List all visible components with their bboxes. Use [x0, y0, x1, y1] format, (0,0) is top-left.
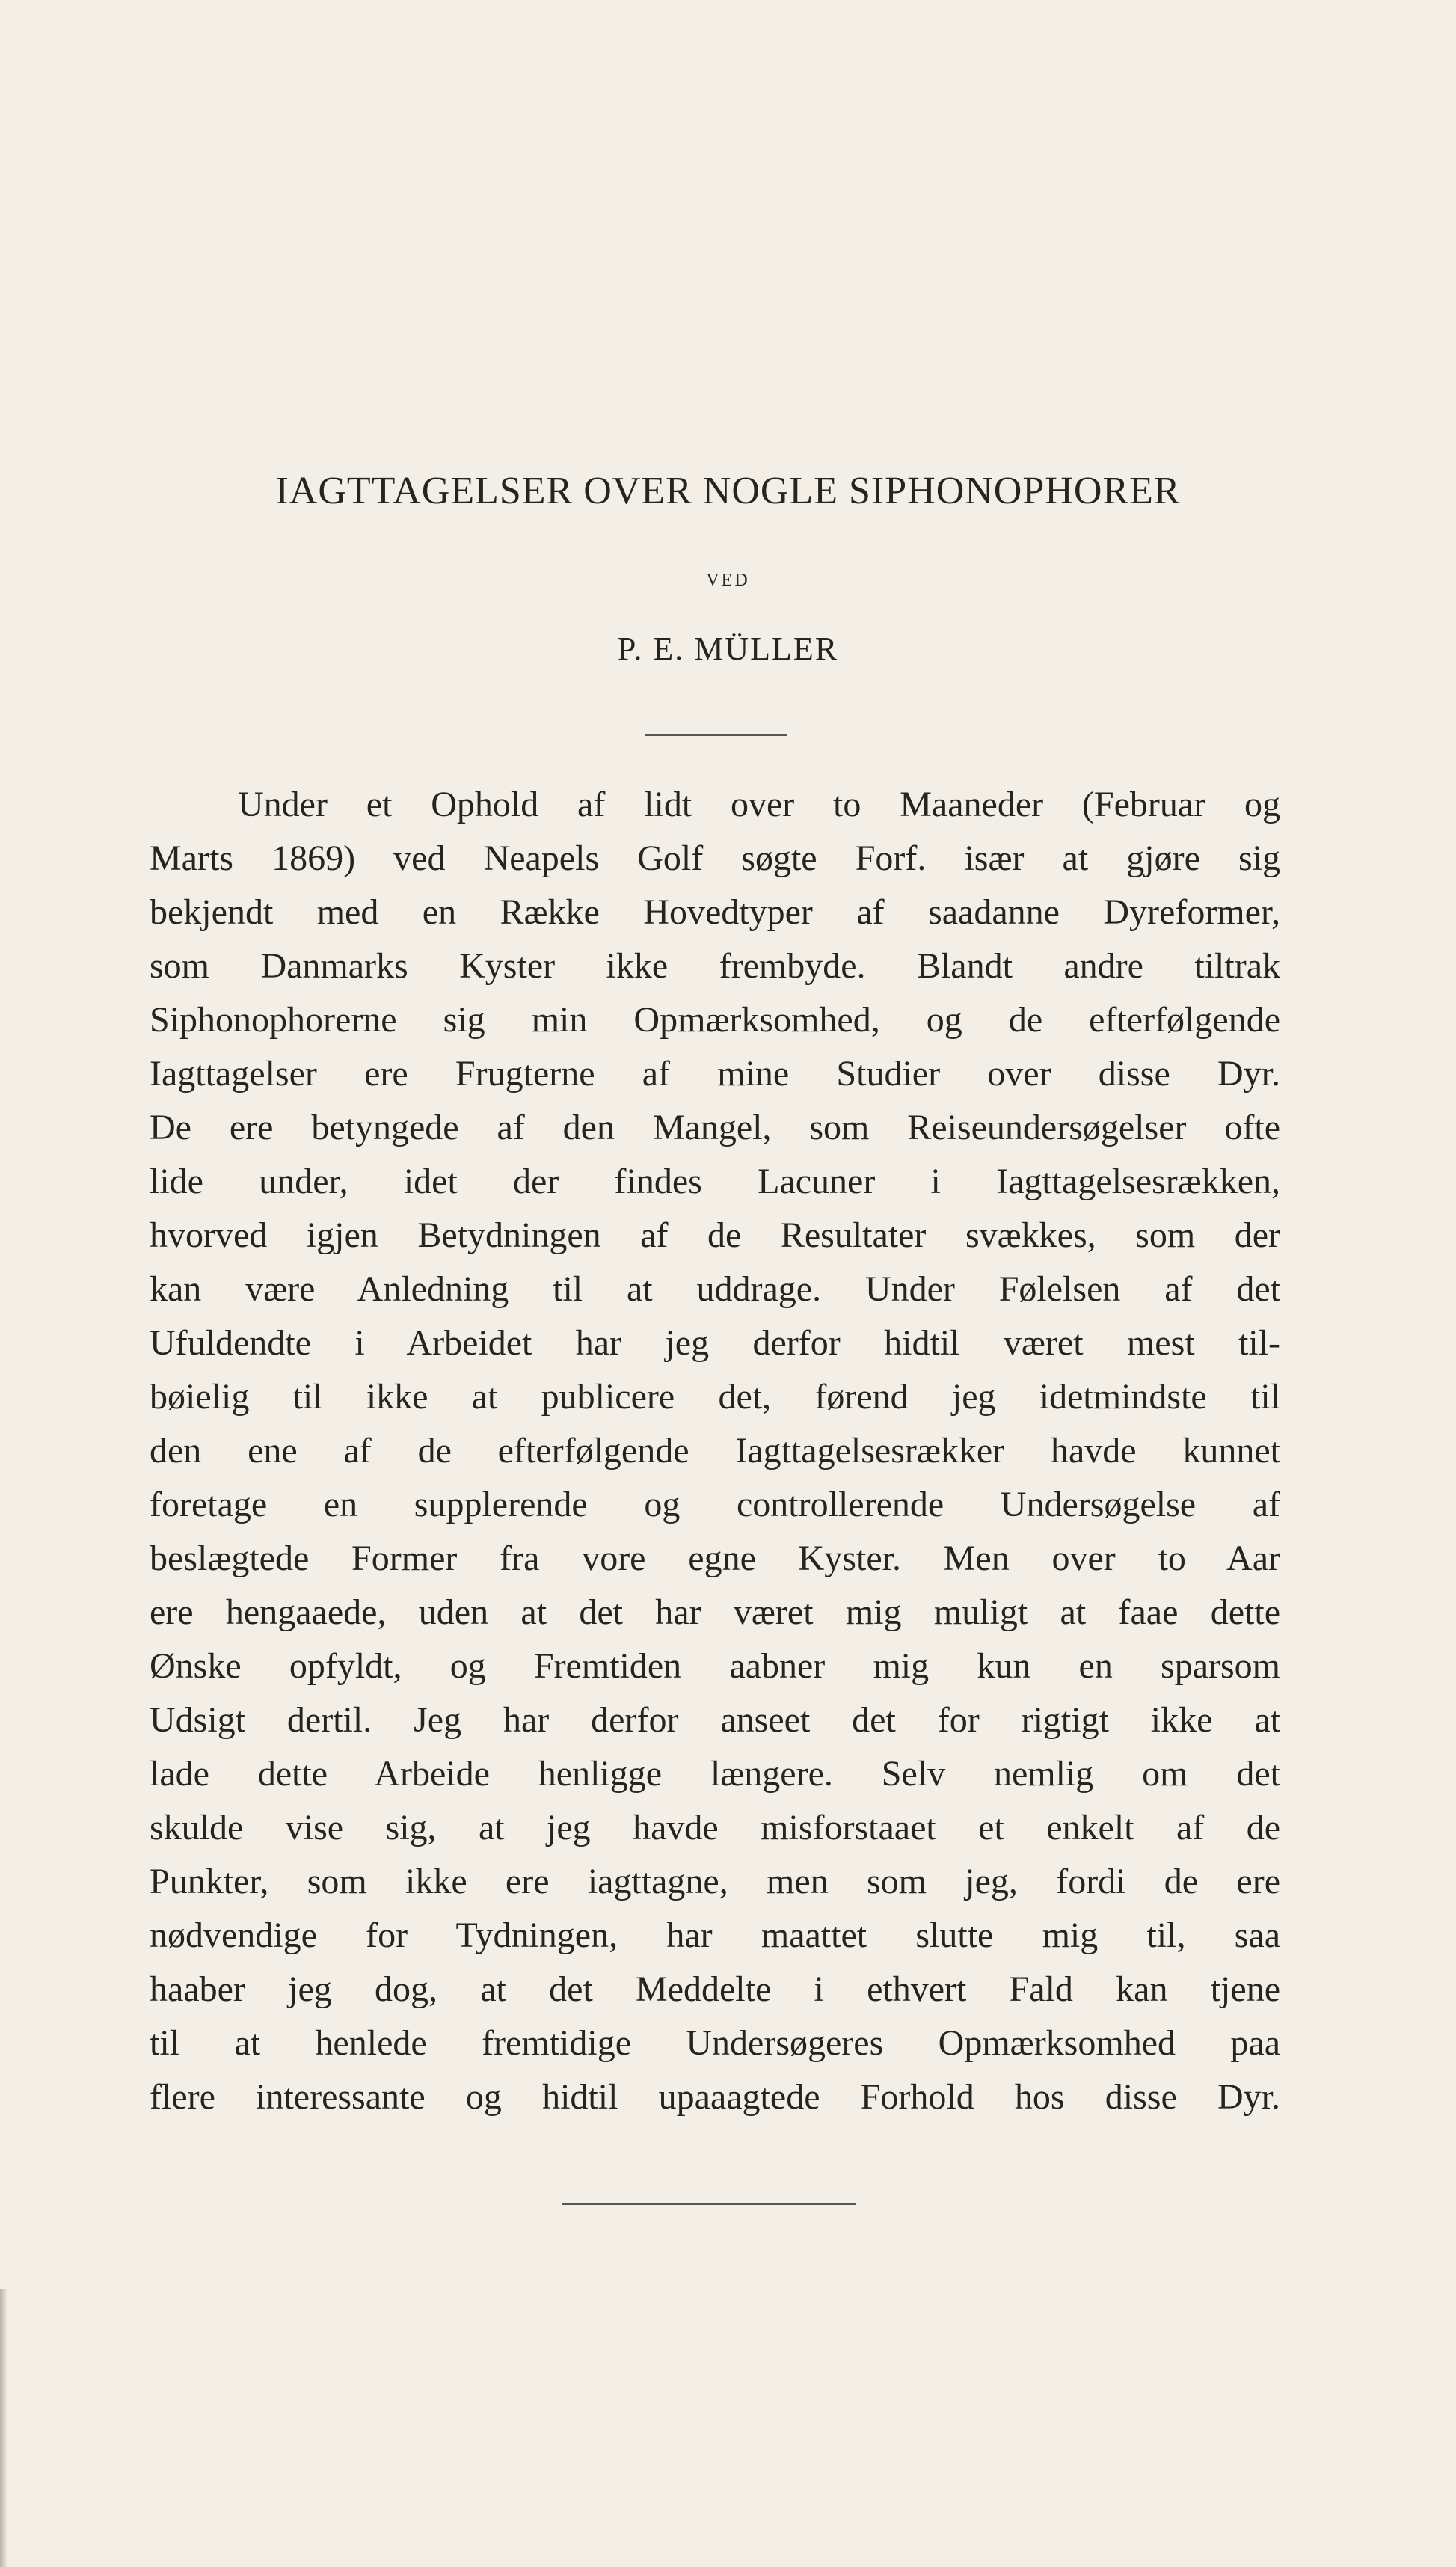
- text-line: Udsigt dertil. Jeg har derfor anseet det for rigtigt ikke at: [150, 1700, 1280, 1740]
- text-line: hvorved igjen Betydningen af de Resultater svækkes, som der: [150, 1215, 1280, 1255]
- text-line: Under et Ophold af lidt over to Maaneder (Februar og: [238, 785, 1280, 824]
- text-line: Iagttagelser ere Frugterne af mine Studier over disse Dyr.: [150, 1054, 1280, 1094]
- text-line: Punkter, som ikke ere iagttagne, men som jeg, fordi de ere: [150, 1862, 1280, 1901]
- text-line: beslægtede Former fra vore egne Kyster. Men over to Aar: [150, 1539, 1280, 1578]
- text-line: den ene af de efterfølgende Iagttagelsesrækker havde kunnet: [150, 1431, 1280, 1470]
- text-line: nødvendige for Tydningen, har maattet slutte mig til, saa: [150, 1916, 1280, 1955]
- text-line: lade dette Arbeide henligge længere. Selv nemlig om det: [150, 1754, 1280, 1794]
- text-line: bøielig til ikke at publicere det, førend jeg idetmindste til: [150, 1377, 1280, 1417]
- author-name: P. E. MÜLLER: [617, 631, 839, 667]
- text-line: haaber jeg dog, at det Meddelte i ethvert Fald kan tjene: [150, 1969, 1280, 2009]
- text-line: Marts 1869) ved Neapels Golf søgte Forf. især at gjøre sig: [150, 838, 1280, 878]
- text-line: De ere betyngede af den Mangel, som Reiseundersøgelser ofte: [150, 1108, 1280, 1147]
- text-line: lide under, idet der findes Lacuner i Iagttagelsesrækken,: [150, 1162, 1280, 1201]
- text-line: skulde vise sig, at jeg havde misforstaaet et enkelt af de: [150, 1808, 1280, 1847]
- text-line: kan være Anledning til at uddrage. Under Følelsen af det: [150, 1269, 1280, 1309]
- title-divider: [645, 734, 787, 736]
- text-line: Siphonophorerne sig min Opmærksomhed, og de efterfølgende: [150, 1000, 1280, 1040]
- page-edge-shadow: [0, 2289, 7, 2567]
- text-line: ere hengaaede, uden at det har været mig muligt at faae dette: [150, 1592, 1280, 1632]
- body-paragraph: [150, 778, 1280, 2124]
- text-line: Ønske opfyldt, og Fremtiden aabner mig kun en sparsom: [150, 1646, 1280, 1686]
- byline: VED: [706, 571, 750, 590]
- text-line: flere interessante og hidtil upaaagtede Forhold hos disse Dyr.: [150, 2077, 1280, 2117]
- text-line: Ufuldendte i Arbeidet har jeg derfor hidtil været mest til-: [150, 1323, 1280, 1363]
- end-divider: [562, 2203, 856, 2205]
- text-line: som Danmarks Kyster ikke frembyde. Blandt andre tiltrak: [150, 946, 1280, 986]
- text-line: til at henlede fremtidige Undersøgeres Opmærksomhed paa: [150, 2023, 1280, 2063]
- text-line: foretage en supplerende og controllerende Undersøgelse af: [150, 1485, 1280, 1524]
- article-title: IAGTTAGELSER OVER NOGLE SIPHONOPHORER: [275, 470, 1181, 512]
- text-line: bekjendt med en Række Hovedtyper af saadanne Dyreformer,: [150, 892, 1280, 932]
